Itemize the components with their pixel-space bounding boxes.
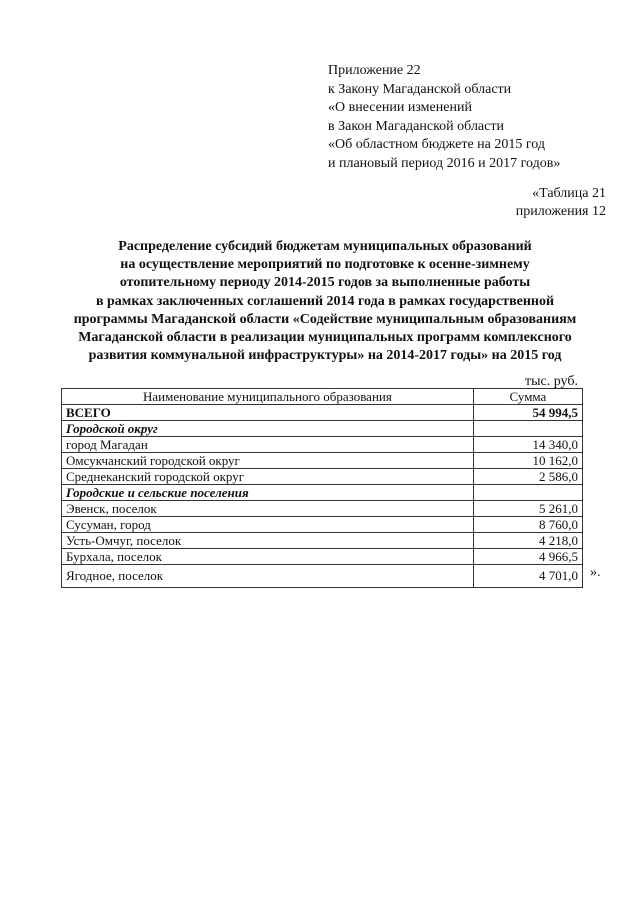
appendix-line: в Закон Магаданской области [328,118,504,134]
row-value: 2 586,0 [473,469,582,485]
row-name: Бурхала, поселок [62,549,474,565]
appendix-line: к Закону Магаданской области [328,81,512,97]
row-value: 8 760,0 [473,517,582,533]
row-value: 14 340,0 [473,437,582,453]
table-reference-line: «Таблица 21 [532,186,606,201]
row-name: Ягодное, поселок [62,565,474,588]
document-title [40,238,610,365]
total-label: ВСЕГО [62,405,474,421]
table-row [62,517,583,533]
title-line: в рамках заключенных соглашений 2014 года в рамках государственной [95,293,555,309]
appendix-line: «Об областном бюджете на 2015 год [328,137,545,153]
subsidy-table [61,388,583,588]
column-header-name: Наименование муниципального образования [62,389,474,405]
table-header-row [62,389,583,405]
row-value: 4 701,0 [473,565,582,588]
title-line: Магаданской области в реализации муниципальных программ комплексного [78,330,572,346]
title-line: развития коммунальной инфраструктуры» на 2014-2017 годы» на 2015 год [88,348,562,364]
row-name: Эвенск, поселок [62,501,474,517]
appendix-line: и плановый период 2016 и 2017 годов» [328,155,561,171]
table-row [62,469,583,485]
total-value: 54 994,5 [473,405,582,421]
group-label: Городской округ [62,421,474,437]
row-value: 4 218,0 [473,533,582,549]
group-value [473,421,582,437]
row-value: 4 966,5 [473,549,582,565]
title-line: Распределение субсидий бюджетам муниципальных образований [118,239,532,254]
appendix-header [328,62,560,174]
row-name: город Магадан [62,437,474,453]
row-value: 10 162,0 [473,453,582,469]
table-reference [516,185,606,221]
table-reference-line: приложения 12 [515,204,606,219]
table-row [62,533,583,549]
title-line: программы Магаданской области «Содействие муниципальным образованиям [73,311,577,327]
table-row [62,453,583,469]
group-row [62,485,583,501]
group-value [473,485,582,501]
appendix-line: «О внесении изменений [328,100,472,116]
table-row [62,565,583,588]
row-name: Сусуман, город [62,517,474,533]
table-row [62,549,583,565]
closing-quote-mark: ». [590,565,601,580]
title-line: на осуществление мероприятий по подготовке к осенне-зимнему [120,257,530,273]
total-row [62,405,583,421]
row-name: Усть-Омчуг, поселок [62,533,474,549]
row-name: Среднеканский городской округ [62,469,474,485]
table-row [62,437,583,453]
row-value: 5 261,0 [473,501,582,517]
appendix-line: Приложение 22 [328,63,421,78]
group-row [62,421,583,437]
title-line: отопительному периоду 2014-2015 годов за выполненные работы [119,275,531,291]
table-row [62,501,583,517]
units-label: тыс. руб. [525,374,578,389]
row-name: Омсукчанский городской округ [62,453,474,469]
group-label: Городские и сельские поселения [62,485,474,501]
column-header-sum: Сумма [473,389,582,405]
